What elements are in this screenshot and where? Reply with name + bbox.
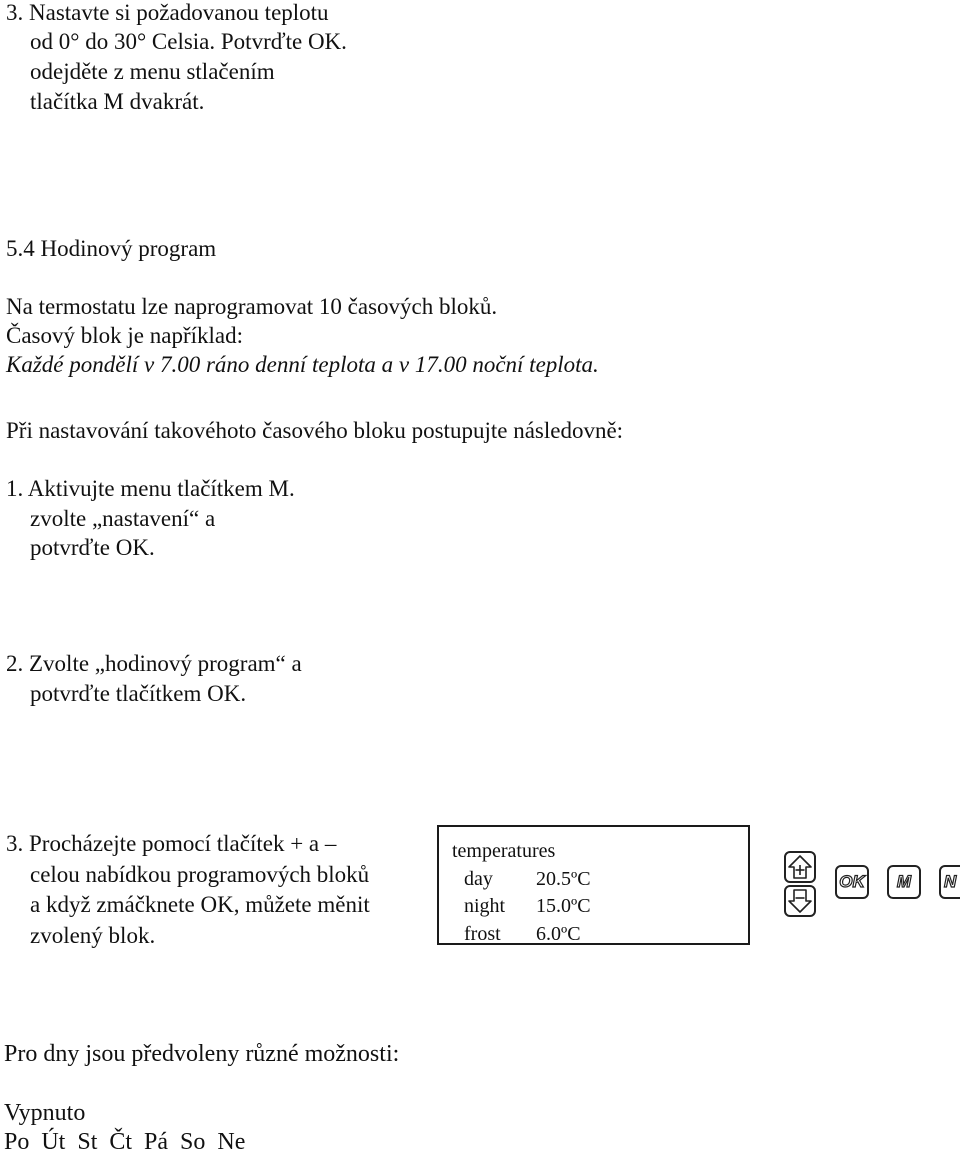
section-heading: 5.4 Hodinový program [6,236,217,261]
step3-top-line2: od 0° do 30° Celsia. Potvrďte OK. [30,29,347,54]
display-row-value: 6.0ºC [536,923,581,945]
step3-top-line4: tlačítka M dvakrát. [30,89,205,114]
m-key-label: M [896,872,912,891]
plus-arrow-up-icon [787,854,813,880]
display-row-frost [464,922,581,945]
ok-key-label: OK [839,872,865,891]
step3-line3: a když zmáčknete OK, můžete měnit [30,892,370,917]
display-row-label: frost [464,923,501,945]
display-row-value: 20.5ºC [536,868,591,890]
days-off: Vypnuto [4,1100,86,1126]
section-intro-line2: Časový blok je například: [6,323,243,348]
minus-key[interactable] [784,885,816,917]
step3-line1: 3. Procházejte pomocí tlačítek + a – [6,831,337,856]
display-row-night [464,894,591,918]
section-procedure: Při nastavování takovéhoto časového bloku postupujte následovně: [6,418,624,443]
n-key-label: N [944,872,957,891]
ok-key[interactable] [835,865,869,899]
days-heading: Pro dny jsou předvoleny různé možnosti: [4,1041,400,1067]
section-example: Každé pondělí v 7.00 ráno denní teplota a v 17.00 noční teplota. [6,352,599,377]
display-row-day [464,867,591,891]
days-list: Po Út St Čt Pá So Ne [4,1129,246,1155]
display-title: temperatures [452,840,556,862]
step1-line2: zvolte „nastavení“ a [30,506,216,531]
step3-top-line3: odejděte z menu stlačením [30,59,275,84]
plus-key[interactable] [784,851,816,883]
step2-line2: potvrďte tlačítkem OK. [30,681,247,706]
minus-arrow-down-icon [787,888,813,914]
display-row-value: 15.0ºC [536,895,591,917]
display-row-label: night [464,895,506,917]
step3-line2: celou nabídkou programových bloků [30,862,370,887]
n-key[interactable] [939,865,960,899]
step3-top-line1: 3. Nastavte si požadovanou teplotu [6,0,329,25]
section-intro-line1: Na termostatu lze naprogramovat 10 časových bloků. [6,294,498,319]
step1-line1: 1. Aktivujte menu tlačítkem M. [6,476,295,501]
step2-line1: 2. Zvolte „hodinový program“ a [6,651,302,676]
m-key[interactable] [887,865,921,899]
thermostat-display [437,825,750,945]
step3-line4: zvolený blok. [30,923,156,948]
step1-line3: potvrďte OK. [30,535,155,560]
display-row-label: day [464,868,493,890]
